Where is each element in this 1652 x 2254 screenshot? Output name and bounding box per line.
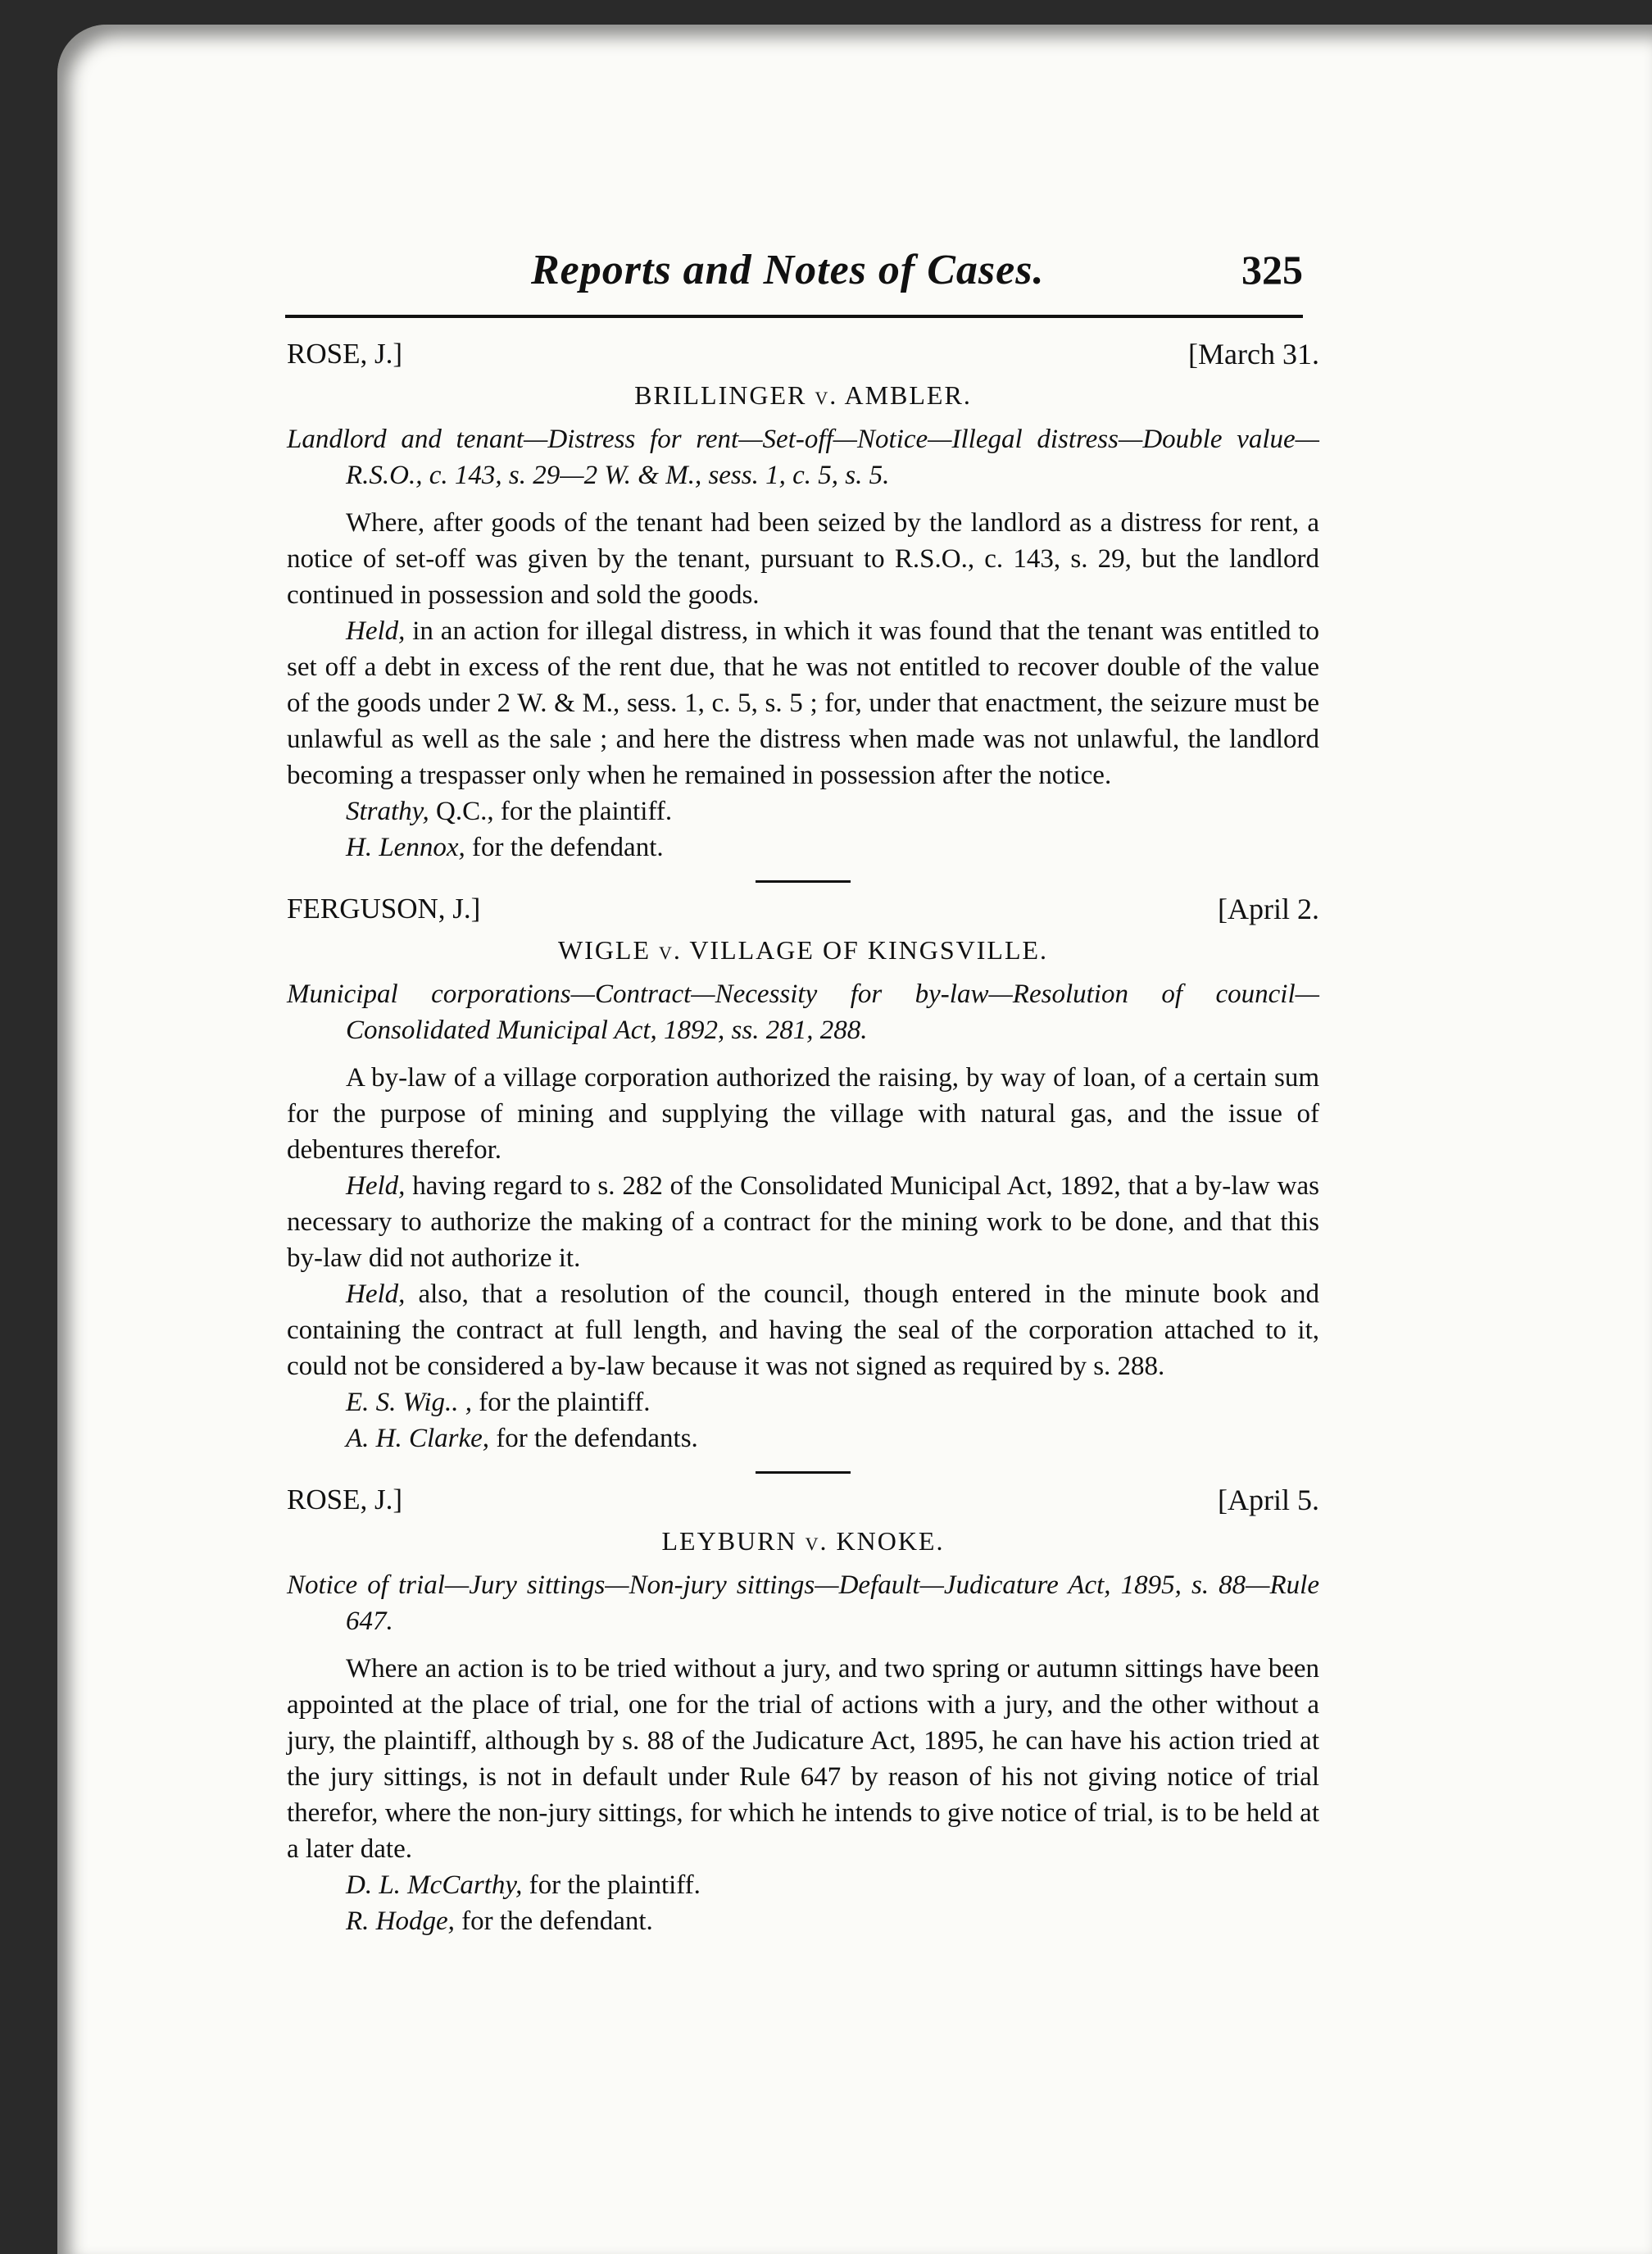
case-paragraph: Held, in an action for illegal distress, in which it was found that the tenant was entitled to set off a debt in excess of the rent due, that he was not entitled to recover double of the value of the goods under 2 W. & M., sess. 1, c. 5, s. 5 ; for, under that enactment, the seizure must be unlawful as well as the sale ; and here the distress when made was not unlawful, the landlord becoming a trespasser only when he remained in possession after the notice.	[287, 616, 1319, 790]
case-paragraph: A by-law of a village corporation authorized the raising, by way of loan, of a certain sum for the purpose of mining and supplying the village with natural gas, and the issue of debentures therefor.	[287, 1063, 1319, 1165]
counsel-name: R. Hodge,	[346, 1906, 455, 1936]
counsel-line: E. S. Wig.. , for the plaintiff.	[346, 1388, 651, 1417]
judge-line	[287, 891, 1319, 927]
counsel-name: A. H. Clarke,	[346, 1424, 490, 1453]
counsel-line: Strathy, Q.C., for the plaintiff.	[346, 797, 673, 826]
counsel-line: R. Hodge, for the defendant.	[346, 1906, 653, 1936]
case-paragraph: Where an action is to be tried without a jury, and two spring or autumn sittings have been appointed at the place of trial, one for the trial of actions with a jury, and the other without a jury, the plaintiff, although by s. 88 of the Judicature Act, 1895, he can have his action tried at the jury sittings, is not in default under Rule 647 by reason of his not giving notice of trial therefor, where the non-jury sittings, for which he intends to give notice of trial, is to be held at a later date.	[287, 1654, 1319, 1864]
case-headnote: Notice of trial—Jury sittings—Non-jury sittings—Default—Judicature Act, 1895, s. 88—Rule 647.	[287, 1570, 1319, 1636]
decision-date: [March 31.	[1188, 338, 1319, 370]
case-entry	[287, 1482, 1319, 1939]
case-paragraph: Held, having regard to s. 282 of the Consolidated Municipal Act, 1892, that a by-law was necessary to authorize the making of a contract for the mining work to be done, and that this by-law did not authorize it.	[287, 1171, 1319, 1273]
held-word: Held,	[346, 1279, 406, 1309]
case-divider	[756, 1471, 851, 1474]
counsel-name: E. S. Wig.. ,	[346, 1388, 472, 1417]
case-headnote: Landlord and tenant—Distress for rent—Set-off—Notice—Illegal distress—Double value—R.S.O., c. 143, s. 29—2 W. & M., sess. 1, c. 5, s. 5.	[287, 425, 1319, 490]
counsel-name: Strathy,	[346, 797, 429, 826]
judge-name: FERGUSON, J.]	[287, 893, 481, 925]
page-content	[287, 328, 1319, 1939]
held-word: Held,	[346, 616, 406, 646]
case-paragraph: Held, also, that a resolution of the council, though entered in the minute book and containing the contract at full length, and having the seal of the corporation attached to it, could not be considered a by-law because it was not signed as required by s. 288.	[287, 1279, 1319, 1381]
judge-name: ROSE, J.]	[287, 338, 402, 370]
case-title: LEYBURN v. KNOKE.	[661, 1526, 945, 1556]
case-entry	[287, 336, 1319, 866]
counsel-line: D. L. McCarthy, for the plaintiff.	[346, 1870, 701, 1900]
case-paragraph: Where, after goods of the tenant had been seized by the landlord as a distress for rent, a notice of set-off was given by the tenant, pursuant to R.S.O., c. 143, s. 29, but the landlord continued in possession and sold the goods.	[287, 508, 1319, 610]
page-number: 325	[1241, 247, 1303, 293]
judge-line	[287, 336, 1319, 372]
running-title: Reports and Notes of Cases.	[531, 247, 1045, 293]
header-rule	[285, 315, 1303, 318]
counsel-name: H. Lennox,	[346, 833, 465, 862]
case-title: WIGLE v. VILLAGE OF KINGSVILLE.	[557, 935, 1049, 965]
judge-line	[287, 1482, 1319, 1518]
judge-name: ROSE, J.]	[287, 1484, 402, 1516]
counsel-line: H. Lennox, for the defendant.	[346, 833, 664, 862]
decision-date: [April 5.	[1218, 1484, 1319, 1516]
held-word: Held,	[346, 1171, 406, 1201]
case-entry	[287, 891, 1319, 1456]
counsel-line: A. H. Clarke, for the defendants.	[346, 1424, 698, 1453]
decision-date: [April 2.	[1218, 893, 1319, 925]
counsel-name: D. L. McCarthy,	[346, 1870, 523, 1900]
case-divider	[756, 880, 851, 883]
page-header	[285, 239, 1303, 305]
case-headnote: Municipal corporations—Contract—Necessity for by-law—Resolution of council—Consolidated Municipal Act, 1892, ss. 281, 288.	[287, 979, 1319, 1045]
case-title: BRILLINGER v. AMBLER.	[634, 380, 972, 410]
